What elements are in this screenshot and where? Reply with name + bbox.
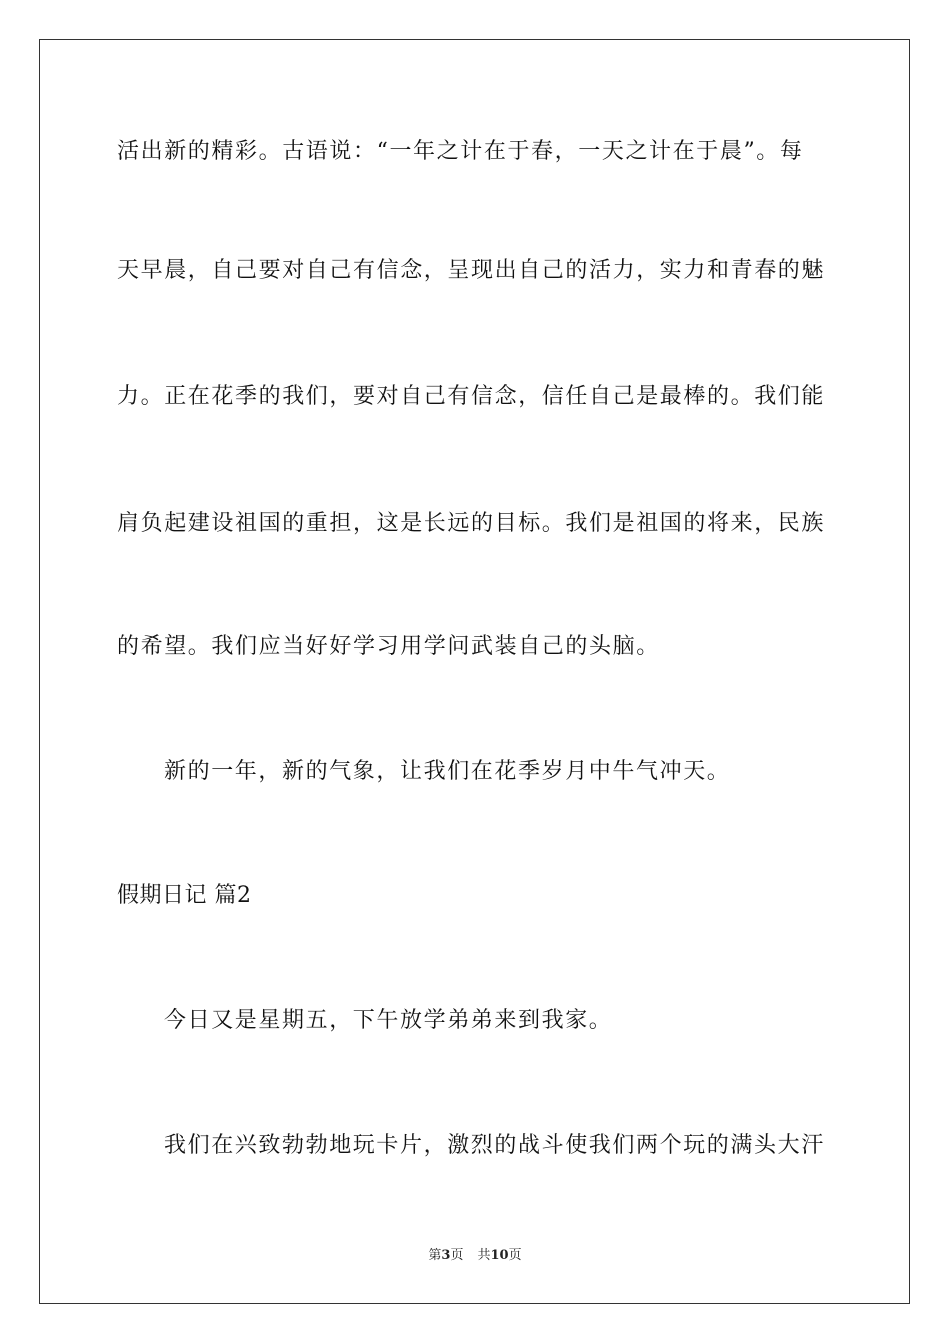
body-text-line: 天早晨，自己要对自己有信念，呈现出自己的活力，实力和青春的魅 (117, 258, 826, 283)
footer-page-number: 3 (441, 1248, 451, 1263)
page-footer (0, 1247, 950, 1265)
page-border (39, 39, 910, 1304)
footer-page-suffix: 页 (450, 1248, 464, 1263)
footer-page-prefix: 第 (428, 1248, 442, 1263)
footer-total-suffix: 页 (508, 1248, 522, 1263)
footer-total-prefix: 共 (477, 1248, 491, 1263)
section-heading: 假期日记 篇2 (117, 883, 252, 908)
paragraph-text: 今日又是星期五，下午放学弟弟来到我家。 (164, 1008, 613, 1033)
body-text-line: 肩负起建设祖国的重担，这是长远的目标。我们是祖国的将来，民族 (117, 511, 826, 536)
body-text-line: 力。正在花季的我们，要对自己有信念，信任自己是最棒的。我们能 (117, 384, 826, 409)
paragraph-text: 我们在兴致勃勃地玩卡片，激烈的战斗使我们两个玩的满头大汗 (164, 1133, 825, 1158)
footer-total-number: 10 (490, 1248, 509, 1263)
body-text-line: 的希望。我们应当好好学习用学问武装自己的头脑。 (117, 634, 660, 659)
paragraph-text: 新的一年，新的气象，让我们在花季岁月中牛气冲天。 (164, 759, 731, 784)
body-text-line: 活出新的精彩。古语说：“一年之计在于春，一天之计在于晨”。每 (117, 139, 804, 164)
